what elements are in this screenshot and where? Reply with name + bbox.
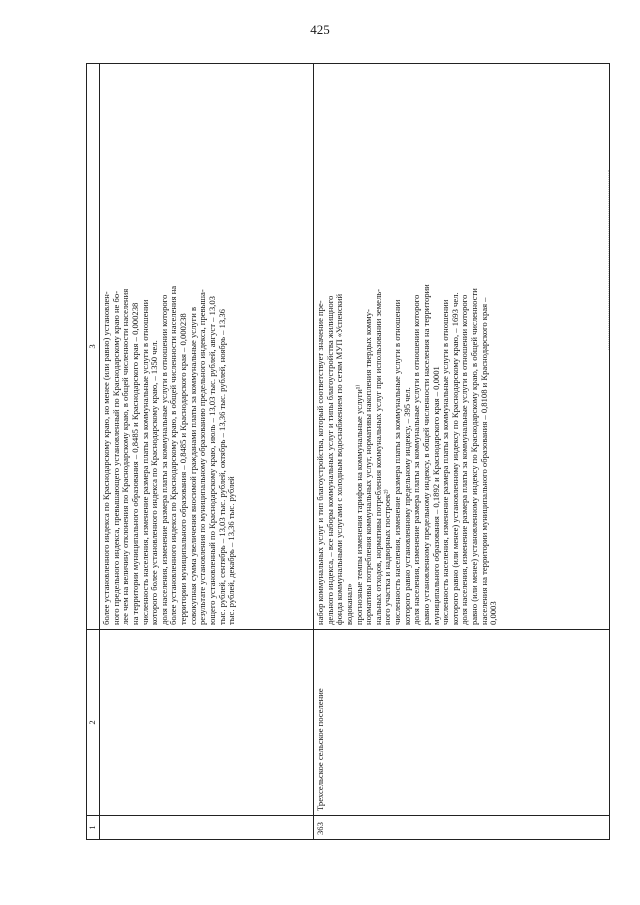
text-line: численность населения, изменение размера платы за коммунальные услуги в отношении xyxy=(440,299,451,625)
text-line: ного участка и надворных построек²⁾ xyxy=(382,489,393,625)
rotated-table xyxy=(86,64,610,840)
text-line: нальных отходов, нормативы потребления коммунальных услуг при использовании земель- xyxy=(372,288,383,625)
text-line: равно установленному предельному индексу, в общей численности населения на территории xyxy=(420,284,431,625)
row-number: 363 xyxy=(314,816,610,840)
text-line: доля населения, изменение размера платы за коммунальные услуги в отношении которого xyxy=(459,294,470,625)
text-line: фонда коммунальными услугами с холодным водоснабжением по сетям МУП «Успенский xyxy=(334,293,345,625)
text-line: более установленного индекса по Краснодарскому краю, в общей численности населения на xyxy=(168,285,179,625)
text-line: тыс. рублей, сентябрь – 13,03 тыс. рублей, октябрь – 13,36 тыс. рублей, ноябрь – 13,36 xyxy=(216,309,227,625)
text-line: муниципального образования – 0,1892 и Краснодарского края – 0,0001 xyxy=(430,366,441,625)
table-container xyxy=(86,64,610,840)
text-line: доля населения, изменение размера платы за коммунальные услуги в отношении которого xyxy=(411,294,422,625)
text-line: численность населения, изменение размера платы за коммунальные услуги в отношении xyxy=(392,299,402,625)
text-line: тыс. рублей, декабрь – 13,36 тыс. рублей xyxy=(226,476,237,625)
text-line: доля населения, изменение размера платы за коммунальные услуги в отношении которого xyxy=(158,294,169,625)
text-line: более установленного индекса по Краснодарскому краю, но менее (или равно) установлен- xyxy=(101,291,111,625)
header-col-2: 2 xyxy=(87,630,100,816)
header-col-3: 3 xyxy=(87,64,100,630)
text-line: численность населения, изменение размера платы за коммунальные услуги в отношении xyxy=(139,299,150,625)
tariff-table xyxy=(86,63,610,840)
table-row-363 xyxy=(314,64,610,840)
text-line: дельного индекса, – все наборы коммунальных услуг и типы благоустройства жилищного xyxy=(324,295,335,625)
text-line: которого более установленного индекса по Краснодарскому краю, – 1350 чел. xyxy=(149,340,160,625)
text-line: населения на территории муниципального образования – 0,8108 и Краснодарского края – xyxy=(478,297,489,625)
settlement-name: Трехсельское сельское поселение xyxy=(314,630,610,816)
page-number: 425 xyxy=(310,22,330,37)
text-line: территории муниципального образования – 0,8485 и Краснодарского края – 0,000238 xyxy=(178,313,188,625)
text-line: на территории муниципального образования – 0,8485 и Краснодарского края – 0,000238 xyxy=(129,302,140,625)
cell-empty-settlement xyxy=(100,630,314,816)
text-line: совокупная сумма увеличения вносимой гражданами платы за коммунальные услуги в xyxy=(187,306,198,625)
text-line: прогнозные темпы изменения тарифов на коммунальные услуги¹⁾ xyxy=(353,384,364,625)
text-line: 0,0003 xyxy=(488,601,499,625)
text-line: водоканал» xyxy=(343,583,354,625)
text-line: набор коммунальных услуг и тип благоустройства, который соответствует значение пре- xyxy=(315,300,325,625)
cell-continuation-text xyxy=(100,64,314,630)
margin-mark xyxy=(600,170,609,350)
text-line: результате установления по муниципальному образованию предельного индекса, превыша- xyxy=(197,289,208,625)
cell-empty-number xyxy=(100,816,314,840)
text-line: лее чем на величину отклонения по Краснодарскому краю, в общей численности населения xyxy=(120,288,131,625)
text-line: ющего установленный по Краснодарскому краю, июль – 13,03 тыс. рублей, август – 13,03 xyxy=(206,296,217,625)
text-line: которого равно (или менее) установленному индексу по Краснодарскому краю, – 1693 чел. xyxy=(449,292,460,625)
table-header-row xyxy=(87,64,100,840)
header-col-1: 1 xyxy=(87,816,100,840)
text-line: ного предельного индекса, превышающего установленный по Краснодарскому краю не бо- xyxy=(110,290,121,625)
cell-row-text xyxy=(314,64,610,630)
table-row-continuation xyxy=(100,64,314,840)
text-line: которого равно установленному предельному индексу, – 395 чел. xyxy=(401,387,412,625)
text-line: равно (или менее) установленному индексу по Краснодарскому краю, в общей численности xyxy=(469,288,479,625)
text-line: нормативы потребления коммунальных услуг, нормативы накопления твердых комму- xyxy=(363,309,374,625)
